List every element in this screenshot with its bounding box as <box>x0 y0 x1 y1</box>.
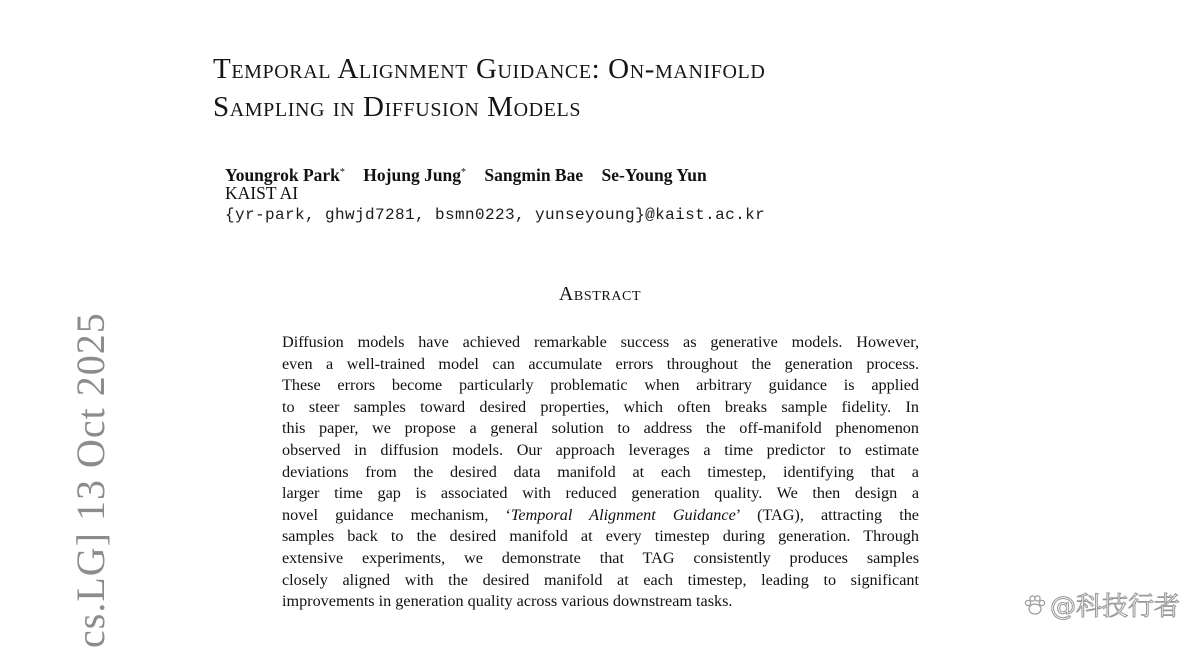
abstract-line: larger time gap is associated with reduced generation quality. We then design a <box>282 484 919 503</box>
abstract-line-tag <box>282 505 919 527</box>
abstract-line: to steer samples toward desired properties, which often breaks sample fidelity. In <box>282 397 919 416</box>
arxiv-identifier-stamp: cs.LG] 13 Oct 2025 <box>68 312 113 648</box>
abstract-body <box>282 332 919 613</box>
author-3 <box>484 165 583 185</box>
author-list <box>225 162 721 186</box>
abstract-line: These errors become particularly problematic when arbitrary guidance is applied <box>282 376 919 395</box>
paper-title-line-2: Sampling in Diffusion Models <box>213 91 582 123</box>
author-name: Youngrok Park <box>225 165 340 185</box>
abstract-line: this paper, we propose a general solution to address the off-manifold phenomenon <box>282 419 919 438</box>
author-2 <box>363 165 466 185</box>
author-name: Se-Young Yun <box>601 165 707 185</box>
equal-contribution-mark: * <box>339 167 345 178</box>
watermark-text: @科技行者 <box>1049 592 1180 622</box>
method-name-italic: Temporal Alignment Guidance <box>510 505 736 524</box>
abstract-line-last: improvements in generation quality across various downstream tasks. <box>282 592 733 611</box>
abstract-line: Diffusion models have achieved remarkable success as generative models. However, <box>282 333 919 351</box>
paw-logo-icon <box>1022 594 1048 616</box>
watermark <box>1022 586 1180 623</box>
affiliation: KAIST AI <box>225 183 299 203</box>
abstract-line: deviations from the desired data manifold at each timestep, identifying that a <box>282 462 919 481</box>
paper-title-line-1: Temporal Alignment Guidance: On-manifold <box>213 53 766 85</box>
equal-contribution-mark: * <box>461 167 467 178</box>
author-name: Hojung Jung <box>363 165 462 185</box>
abstract-line: closely aligned with the desired manifold at each timestep, leading to significant <box>282 570 919 589</box>
abstract-line: observed in diffusion models. Our approach leverages a time predictor to estimate <box>282 440 919 459</box>
author-emails: {yr-park, ghwjd7281, bsmn0223, yunseyoung}@kaist.ac.kr <box>225 206 766 224</box>
abstract-line: samples back to the desired manifold at every timestep during generation. Through <box>282 527 919 546</box>
author-4 <box>602 165 707 185</box>
abstract-line-head: novel guidance mechanism, ‘ <box>282 505 511 524</box>
author-1 <box>225 165 345 185</box>
abstract-line-tail: ’ (TAG), attracting the <box>735 505 919 524</box>
abstract-heading: Abstract <box>558 283 642 305</box>
abstract-line: even a well-trained model can accumulate errors throughout the generation process. <box>282 354 919 373</box>
author-name: Sangmin Bae <box>484 165 584 185</box>
abstract-line: extensive experiments, we demonstrate that TAG consistently produces samples <box>282 548 919 567</box>
paper-title <box>213 50 1033 126</box>
